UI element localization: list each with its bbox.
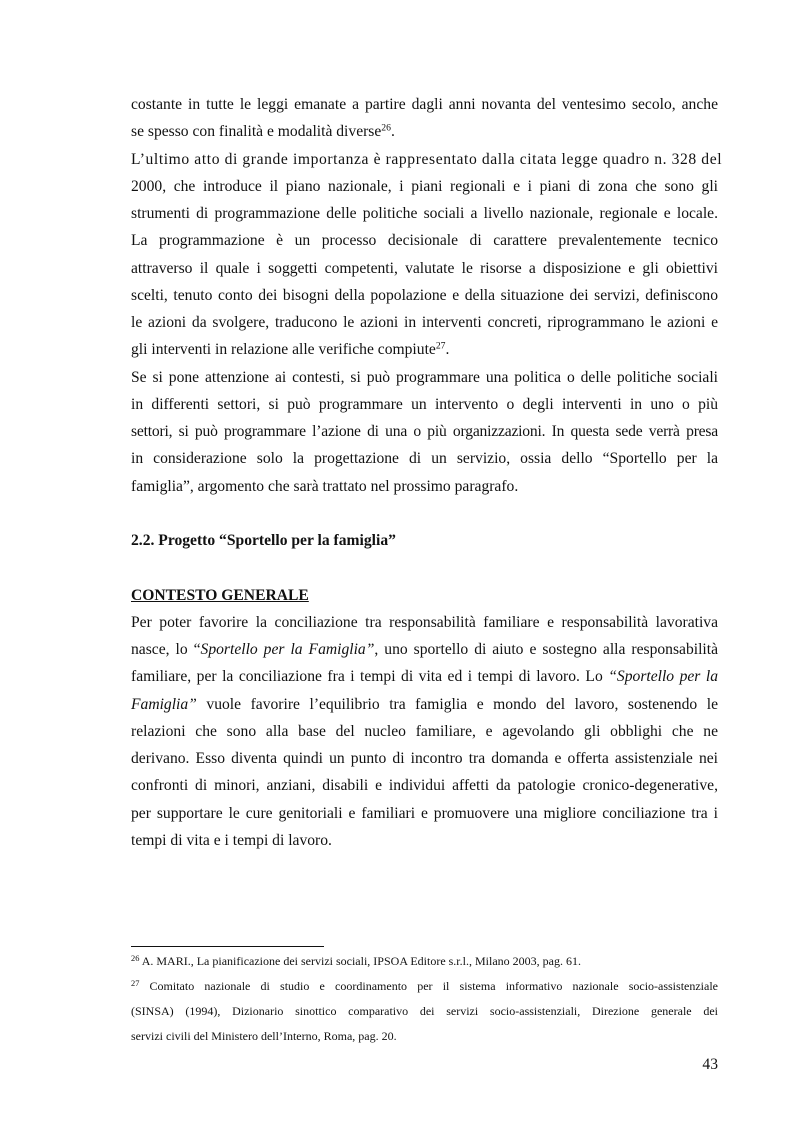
footnote-26 (131, 949, 718, 974)
text-line: in differenti settori, si può programmare un intervento o degli interventi in uno o più (131, 395, 718, 413)
spacer (131, 554, 718, 581)
text-line: scelti, tenuto conto dei bisogni della popolazione e della situazione dei servizi, definiscono (131, 286, 718, 304)
footnote-number: 27 (131, 978, 140, 988)
text-line (131, 336, 718, 363)
text-line: 2000, che introduce il piano nazionale, i piani regionali e i piani di zona che sono gli (131, 177, 718, 195)
text-run: familiare, per la conciliazione fra i tempi di vita ed i tempi di lavoro. Lo (131, 668, 609, 686)
text-line: settori, si può programmare l’azione di una o più organizzazioni. In questa sede verrà presa (131, 423, 718, 440)
italic-run: “Sportello per la (608, 668, 718, 686)
footnote-text: Comitato nazionale di studio e coordinamento per il sistema informativo nazionale socio-assistenziale (139, 979, 718, 993)
text-line (131, 636, 718, 663)
italic-run: Famiglia” (131, 695, 197, 713)
text-line: La programmazione è un processo decisionale di carattere prevalentemente tecnico (131, 232, 718, 250)
text-line: attraverso il quale i soggetti competenti, valutate le risorse a disposizione e gli obiettivi (131, 259, 718, 277)
footnote-27-line: servizi civili del Ministero dell’Interno, Roma, pag. 20. (131, 1029, 397, 1043)
body-text (131, 91, 723, 854)
footnote-number: 26 (131, 953, 140, 963)
footnotes (131, 946, 718, 1049)
footnote-27-line: (SINSA) (1994), Dizionario sinottico comparativo dei servizi socio-assistenziali, Direzione generale dei (131, 1004, 718, 1018)
footnote-ref[interactable]: 26 (381, 122, 391, 134)
text-line: famiglia”, argomento che sarà trattato nel prossimo paragrafo. (131, 477, 519, 495)
text-run: . (390, 123, 395, 141)
text-line: confronti di minori, anziani, disabili e individui affetti da patologie cronico-degenerative, (131, 777, 718, 795)
text-line: tempi di vita e i tempi di lavoro. (131, 831, 332, 849)
footnote-text: A. MARI., La pianificazione dei servizi sociali, IPSOA Editore s.r.l., Milano 2003, pag. 61. (139, 954, 581, 968)
page-number: 43 (702, 1056, 718, 1073)
text-line: costante in tutte le leggi emanate a partire dagli anni novanta del ventesimo secolo, anche (131, 96, 718, 113)
text-line: le azioni da svolgere, traducono le azioni in interventi concreti, riprogrammano le azioni e (131, 314, 718, 331)
italic-run: Sportello per la Famiglia” (200, 641, 375, 658)
section-heading: 2.2. Progetto “Sportello per la famiglia” (131, 532, 396, 549)
text-line: Per poter favorire la conciliazione tra responsabilità familiare e responsabilità lavorativa (131, 613, 718, 631)
text-run: nasce, lo “ (131, 641, 201, 658)
text-line: Se si pone attenzione ai contesti, si può programmare una politica o delle politiche sociali (131, 368, 718, 386)
spacer (131, 500, 718, 527)
text-line (131, 118, 718, 145)
text-line: derivano. Esso diventa quindi un punto di incontro tra domanda e offerta assistenziale nei (131, 750, 718, 767)
text-run: vuole favorire l’equilibrio tra famiglia e mondo del lavoro, sostenendo le (196, 695, 718, 713)
footnote-ref[interactable]: 27 (435, 340, 446, 352)
subheading: CONTESTO GENERALE (131, 586, 309, 604)
text-line: strumenti di programmazione delle politiche sociali a livello nazionale, regionale e locale. (131, 205, 718, 222)
text-run: gli interventi in relazione alle verifiche compiute (131, 341, 436, 359)
text-line (131, 691, 718, 718)
footnote-27 (131, 974, 718, 999)
text-run: , uno sportello di aiuto e sostegno alla responsabilità (374, 641, 718, 658)
text-line: relazioni che sono alla base del nucleo familiare, e agevolando gli obblighi che ne (131, 722, 718, 740)
text-line (131, 663, 718, 690)
text-line: L’ultimo atto di grande importanza è rappresentato dalla citata legge quadro n. 328 del (131, 150, 723, 168)
text-line: per supportare le cure genitoriali e familiari e promuovere una migliore conciliazione tra i (131, 804, 718, 822)
text-run: . (445, 341, 450, 359)
text-line: in considerazione solo la progettazione di un servizio, ossia dello “Sportello per la (131, 450, 718, 468)
text-run: se spesso con finalità e modalità diverse (131, 123, 382, 141)
